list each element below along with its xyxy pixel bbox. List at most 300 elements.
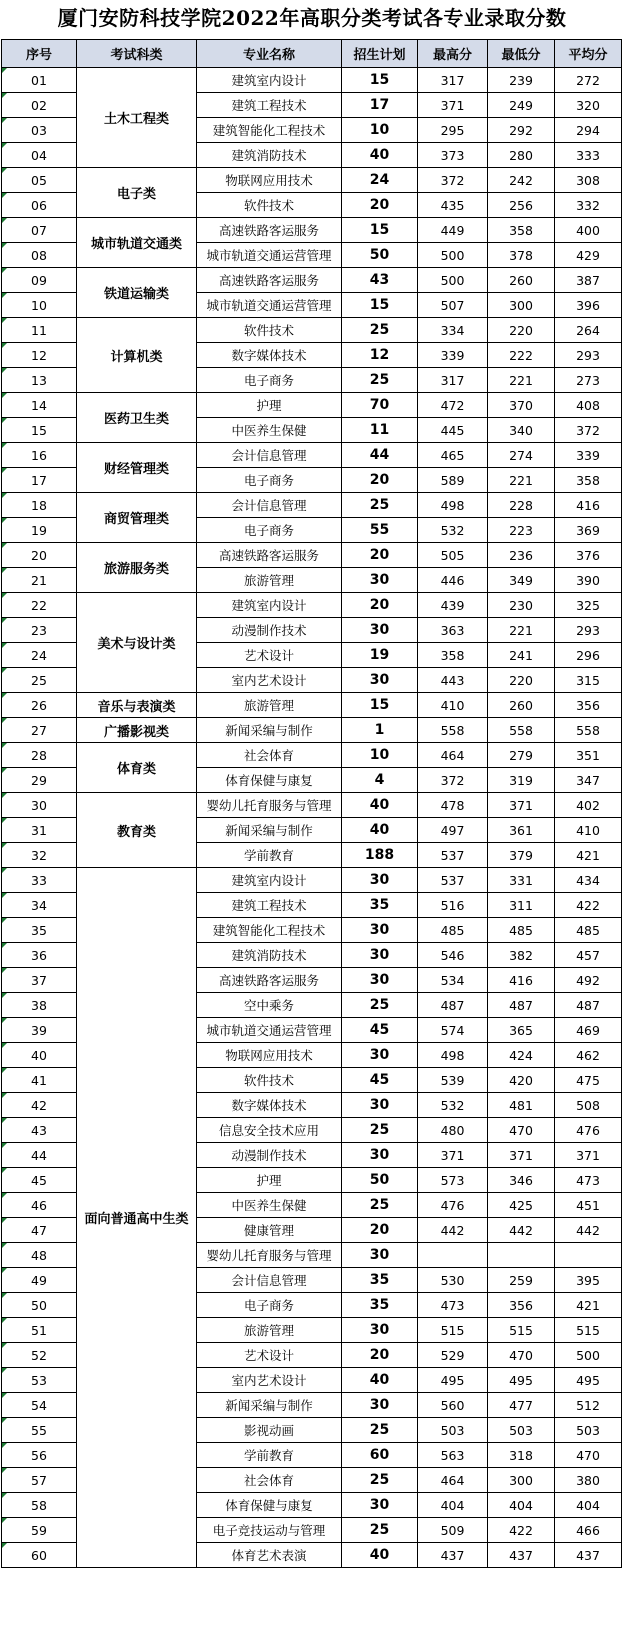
plan-cell: 50 (342, 1168, 418, 1193)
max-score-cell: 505 (418, 543, 488, 568)
max-score-cell: 449 (418, 218, 488, 243)
major-cell: 电子商务 (197, 1293, 342, 1318)
table-row (2, 68, 622, 93)
category-cell: 体育类 (77, 743, 197, 793)
category-cell: 财经管理类 (77, 443, 197, 493)
seq-cell: 01 (2, 68, 77, 93)
major-cell: 会计信息管理 (197, 1268, 342, 1293)
header-max-score: 最高分 (418, 40, 488, 68)
category-cell: 旅游服务类 (77, 543, 197, 593)
category-cell: 面向普通高中生类 (77, 868, 197, 1568)
avg-score-cell: 308 (555, 168, 622, 193)
major-cell: 护理 (197, 393, 342, 418)
max-score-cell: 446 (418, 568, 488, 593)
major-cell: 建筑消防技术 (197, 143, 342, 168)
major-cell: 体育艺术表演 (197, 1543, 342, 1568)
min-score-cell: 481 (488, 1093, 555, 1118)
seq-cell: 12 (2, 343, 77, 368)
max-score-cell: 503 (418, 1418, 488, 1443)
plan-cell: 60 (342, 1443, 418, 1468)
major-cell: 高速铁路客运服务 (197, 218, 342, 243)
min-score-cell: 230 (488, 593, 555, 618)
category-cell: 广播影视类 (77, 718, 197, 743)
plan-cell: 30 (342, 1493, 418, 1518)
min-score-cell: 228 (488, 493, 555, 518)
category-cell: 美术与设计类 (77, 593, 197, 693)
max-score-cell: 371 (418, 93, 488, 118)
min-score-cell: 260 (488, 268, 555, 293)
avg-score-cell: 404 (555, 1493, 622, 1518)
avg-score-cell: 492 (555, 968, 622, 993)
plan-cell: 43 (342, 268, 418, 293)
seq-cell: 28 (2, 743, 77, 768)
min-score-cell: 370 (488, 393, 555, 418)
table-row (2, 443, 622, 468)
table-row (2, 168, 622, 193)
min-score-cell: 221 (488, 618, 555, 643)
seq-cell: 52 (2, 1343, 77, 1368)
major-cell: 影视动画 (197, 1418, 342, 1443)
plan-cell: 25 (342, 1118, 418, 1143)
plan-cell: 30 (342, 1318, 418, 1343)
seq-cell: 20 (2, 543, 77, 568)
min-score-cell: 356 (488, 1293, 555, 1318)
seq-cell: 58 (2, 1493, 77, 1518)
plan-cell: 25 (342, 1193, 418, 1218)
seq-cell: 50 (2, 1293, 77, 1318)
avg-score-cell: 408 (555, 393, 622, 418)
category-cell: 电子类 (77, 168, 197, 218)
plan-cell: 25 (342, 1518, 418, 1543)
table-row (2, 393, 622, 418)
plan-cell: 25 (342, 368, 418, 393)
major-cell: 建筑消防技术 (197, 943, 342, 968)
major-cell: 中医养生保健 (197, 1193, 342, 1218)
major-cell: 数字媒体技术 (197, 1093, 342, 1118)
plan-cell: 15 (342, 693, 418, 718)
max-score-cell: 464 (418, 1468, 488, 1493)
plan-cell: 15 (342, 293, 418, 318)
major-cell: 护理 (197, 1168, 342, 1193)
major-cell: 建筑智能化工程技术 (197, 118, 342, 143)
min-score-cell: 416 (488, 968, 555, 993)
max-score-cell: 334 (418, 318, 488, 343)
max-score-cell: 537 (418, 843, 488, 868)
major-cell: 学前教育 (197, 843, 342, 868)
plan-cell: 25 (342, 1418, 418, 1443)
seq-cell: 59 (2, 1518, 77, 1543)
avg-score-cell: 320 (555, 93, 622, 118)
min-score-cell: 361 (488, 818, 555, 843)
major-cell: 动漫制作技术 (197, 618, 342, 643)
avg-score-cell: 371 (555, 1143, 622, 1168)
min-score-cell: 340 (488, 418, 555, 443)
min-score-cell: 558 (488, 718, 555, 743)
plan-cell: 20 (342, 1218, 418, 1243)
avg-score-cell: 515 (555, 1318, 622, 1343)
max-score-cell: 529 (418, 1343, 488, 1368)
seq-cell: 42 (2, 1093, 77, 1118)
table-row (2, 318, 622, 343)
avg-score-cell: 437 (555, 1543, 622, 1568)
plan-cell: 25 (342, 493, 418, 518)
seq-cell: 02 (2, 93, 77, 118)
seq-cell: 36 (2, 943, 77, 968)
max-score-cell: 497 (418, 818, 488, 843)
admission-score-table (1, 39, 622, 1568)
avg-score-cell: 487 (555, 993, 622, 1018)
avg-score-cell: 457 (555, 943, 622, 968)
max-score-cell: 478 (418, 793, 488, 818)
major-cell: 电子商务 (197, 518, 342, 543)
avg-score-cell: 470 (555, 1443, 622, 1468)
seq-cell: 39 (2, 1018, 77, 1043)
max-score-cell: 435 (418, 193, 488, 218)
major-cell: 建筑工程技术 (197, 93, 342, 118)
min-score-cell: 222 (488, 343, 555, 368)
max-score-cell: 472 (418, 393, 488, 418)
plan-cell: 55 (342, 518, 418, 543)
plan-cell: 40 (342, 143, 418, 168)
major-cell: 物联网应用技术 (197, 168, 342, 193)
major-cell: 数字媒体技术 (197, 343, 342, 368)
min-score-cell: 358 (488, 218, 555, 243)
max-score-cell: 363 (418, 618, 488, 643)
avg-score-cell: 402 (555, 793, 622, 818)
major-cell: 中医养生保健 (197, 418, 342, 443)
min-score-cell: 331 (488, 868, 555, 893)
major-cell: 婴幼儿托育服务与管理 (197, 793, 342, 818)
avg-score-cell: 421 (555, 1293, 622, 1318)
major-cell: 动漫制作技术 (197, 1143, 342, 1168)
seq-cell: 11 (2, 318, 77, 343)
avg-score-cell: 475 (555, 1068, 622, 1093)
plan-cell: 30 (342, 668, 418, 693)
max-score-cell: 473 (418, 1293, 488, 1318)
max-score-cell (418, 1243, 488, 1268)
seq-cell: 10 (2, 293, 77, 318)
seq-cell: 46 (2, 1193, 77, 1218)
seq-cell: 15 (2, 418, 77, 443)
header-row (2, 40, 622, 68)
seq-cell: 13 (2, 368, 77, 393)
min-score-cell: 365 (488, 1018, 555, 1043)
header-seq: 序号 (2, 40, 77, 68)
plan-cell: 40 (342, 1368, 418, 1393)
min-score-cell: 274 (488, 443, 555, 468)
min-score-cell: 371 (488, 793, 555, 818)
seq-cell: 23 (2, 618, 77, 643)
min-score-cell: 349 (488, 568, 555, 593)
avg-score-cell: 376 (555, 543, 622, 568)
max-score-cell: 515 (418, 1318, 488, 1343)
seq-cell: 09 (2, 268, 77, 293)
major-cell: 建筑室内设计 (197, 593, 342, 618)
min-score-cell: 422 (488, 1518, 555, 1543)
major-cell: 电子竞技运动与管理 (197, 1518, 342, 1543)
seq-cell: 57 (2, 1468, 77, 1493)
category-cell: 计算机类 (77, 318, 197, 393)
max-score-cell: 437 (418, 1543, 488, 1568)
max-score-cell: 372 (418, 168, 488, 193)
min-score-cell: 236 (488, 543, 555, 568)
min-score-cell: 425 (488, 1193, 555, 1218)
seq-cell: 55 (2, 1418, 77, 1443)
min-score-cell: 442 (488, 1218, 555, 1243)
avg-score-cell: 476 (555, 1118, 622, 1143)
min-score-cell: 292 (488, 118, 555, 143)
max-score-cell: 465 (418, 443, 488, 468)
max-score-cell: 534 (418, 968, 488, 993)
major-cell: 艺术设计 (197, 1343, 342, 1368)
seq-cell: 45 (2, 1168, 77, 1193)
header-min-score: 最低分 (488, 40, 555, 68)
avg-score-cell: 503 (555, 1418, 622, 1443)
avg-score-cell: 296 (555, 643, 622, 668)
min-score-cell: 300 (488, 1468, 555, 1493)
plan-cell: 15 (342, 68, 418, 93)
plan-cell: 20 (342, 593, 418, 618)
min-score-cell: 382 (488, 943, 555, 968)
max-score-cell: 589 (418, 468, 488, 493)
major-cell: 城市轨道交通运营管理 (197, 243, 342, 268)
major-cell: 会计信息管理 (197, 493, 342, 518)
min-score-cell: 260 (488, 693, 555, 718)
avg-score-cell: 558 (555, 718, 622, 743)
major-cell: 城市轨道交通运营管理 (197, 293, 342, 318)
max-score-cell: 507 (418, 293, 488, 318)
max-score-cell: 373 (418, 143, 488, 168)
avg-score-cell: 272 (555, 68, 622, 93)
seq-cell: 56 (2, 1443, 77, 1468)
min-score-cell: 280 (488, 143, 555, 168)
max-score-cell: 295 (418, 118, 488, 143)
page-title: 厦门安防科技学院2022年高职分类考试各专业录取分数 (57, 6, 567, 30)
seq-cell: 60 (2, 1543, 77, 1568)
plan-cell: 45 (342, 1068, 418, 1093)
avg-score-cell: 395 (555, 1268, 622, 1293)
major-cell: 社会体育 (197, 743, 342, 768)
max-score-cell: 563 (418, 1443, 488, 1468)
min-score-cell: 249 (488, 93, 555, 118)
table-row (2, 218, 622, 243)
max-score-cell: 532 (418, 518, 488, 543)
plan-cell: 40 (342, 1543, 418, 1568)
max-score-cell: 539 (418, 1068, 488, 1093)
major-cell: 旅游管理 (197, 693, 342, 718)
avg-score-cell: 293 (555, 343, 622, 368)
seq-cell: 40 (2, 1043, 77, 1068)
max-score-cell: 410 (418, 693, 488, 718)
avg-score-cell: 485 (555, 918, 622, 943)
seq-cell: 17 (2, 468, 77, 493)
plan-cell: 30 (342, 968, 418, 993)
max-score-cell: 371 (418, 1143, 488, 1168)
avg-score-cell: 495 (555, 1368, 622, 1393)
avg-score-cell: 410 (555, 818, 622, 843)
header-enrollment-plan: 招生计划 (342, 40, 418, 68)
seq-cell: 03 (2, 118, 77, 143)
seq-cell: 16 (2, 443, 77, 468)
major-cell: 体育保健与康复 (197, 1493, 342, 1518)
major-cell: 社会体育 (197, 1468, 342, 1493)
min-score-cell: 378 (488, 243, 555, 268)
seq-cell: 44 (2, 1143, 77, 1168)
seq-cell: 25 (2, 668, 77, 693)
seq-cell: 54 (2, 1393, 77, 1418)
seq-cell: 24 (2, 643, 77, 668)
major-cell: 软件技术 (197, 1068, 342, 1093)
max-score-cell: 485 (418, 918, 488, 943)
avg-score-cell: 351 (555, 743, 622, 768)
plan-cell: 188 (342, 843, 418, 868)
max-score-cell: 476 (418, 1193, 488, 1218)
max-score-cell: 372 (418, 768, 488, 793)
category-cell: 城市轨道交通类 (77, 218, 197, 268)
avg-score-cell: 315 (555, 668, 622, 693)
avg-score-cell: 325 (555, 593, 622, 618)
category-cell: 教育类 (77, 793, 197, 868)
min-score-cell: 379 (488, 843, 555, 868)
major-cell: 高速铁路客运服务 (197, 543, 342, 568)
seq-cell: 08 (2, 243, 77, 268)
avg-score-cell: 429 (555, 243, 622, 268)
plan-cell: 1 (342, 718, 418, 743)
major-cell: 健康管理 (197, 1218, 342, 1243)
max-score-cell: 464 (418, 743, 488, 768)
plan-cell: 4 (342, 768, 418, 793)
avg-score-cell: 416 (555, 493, 622, 518)
max-score-cell: 443 (418, 668, 488, 693)
seq-cell: 19 (2, 518, 77, 543)
max-score-cell: 530 (418, 1268, 488, 1293)
plan-cell: 17 (342, 93, 418, 118)
max-score-cell: 573 (418, 1168, 488, 1193)
min-score-cell: 437 (488, 1543, 555, 1568)
major-cell: 建筑智能化工程技术 (197, 918, 342, 943)
max-score-cell: 487 (418, 993, 488, 1018)
plan-cell: 30 (342, 1093, 418, 1118)
plan-cell: 20 (342, 193, 418, 218)
major-cell: 高速铁路客运服务 (197, 968, 342, 993)
min-score-cell: 503 (488, 1418, 555, 1443)
header-avg-score: 平均分 (555, 40, 622, 68)
avg-score-cell: 508 (555, 1093, 622, 1118)
avg-score-cell: 400 (555, 218, 622, 243)
seq-cell: 38 (2, 993, 77, 1018)
major-cell: 电子商务 (197, 468, 342, 493)
max-score-cell: 317 (418, 68, 488, 93)
table-row (2, 743, 622, 768)
min-score-cell: 470 (488, 1343, 555, 1368)
seq-cell: 34 (2, 893, 77, 918)
major-cell: 体育保健与康复 (197, 768, 342, 793)
table-row (2, 793, 622, 818)
major-cell: 高速铁路客运服务 (197, 268, 342, 293)
seq-cell: 21 (2, 568, 77, 593)
category-cell: 铁道运输类 (77, 268, 197, 318)
major-cell: 婴幼儿托育服务与管理 (197, 1243, 342, 1268)
max-score-cell: 339 (418, 343, 488, 368)
plan-cell: 30 (342, 868, 418, 893)
plan-cell: 35 (342, 1293, 418, 1318)
major-cell: 建筑室内设计 (197, 868, 342, 893)
min-score-cell: 242 (488, 168, 555, 193)
min-score-cell: 311 (488, 893, 555, 918)
min-score-cell: 487 (488, 993, 555, 1018)
plan-cell: 12 (342, 343, 418, 368)
min-score-cell: 371 (488, 1143, 555, 1168)
plan-cell: 30 (342, 1243, 418, 1268)
avg-score-cell: 356 (555, 693, 622, 718)
major-cell: 艺术设计 (197, 643, 342, 668)
table-header (2, 40, 622, 68)
table-row (2, 868, 622, 893)
plan-cell: 24 (342, 168, 418, 193)
seq-cell: 14 (2, 393, 77, 418)
max-score-cell: 516 (418, 893, 488, 918)
seq-cell: 41 (2, 1068, 77, 1093)
seq-cell: 30 (2, 793, 77, 818)
seq-cell: 27 (2, 718, 77, 743)
max-score-cell: 500 (418, 268, 488, 293)
min-score-cell: 404 (488, 1493, 555, 1518)
seq-cell: 06 (2, 193, 77, 218)
plan-cell: 10 (342, 118, 418, 143)
major-cell: 电子商务 (197, 368, 342, 393)
min-score-cell: 319 (488, 768, 555, 793)
plan-cell: 40 (342, 793, 418, 818)
min-score-cell: 259 (488, 1268, 555, 1293)
avg-score-cell: 390 (555, 568, 622, 593)
plan-cell: 30 (342, 1393, 418, 1418)
avg-score-cell: 294 (555, 118, 622, 143)
min-score-cell: 424 (488, 1043, 555, 1068)
plan-cell: 25 (342, 318, 418, 343)
max-score-cell: 498 (418, 1043, 488, 1068)
major-cell: 室内艺术设计 (197, 1368, 342, 1393)
max-score-cell: 574 (418, 1018, 488, 1043)
major-cell: 旅游管理 (197, 1318, 342, 1343)
min-score-cell: 256 (488, 193, 555, 218)
avg-score-cell: 462 (555, 1043, 622, 1068)
avg-score-cell: 512 (555, 1393, 622, 1418)
header-major-name: 专业名称 (197, 40, 342, 68)
seq-cell: 32 (2, 843, 77, 868)
plan-cell: 70 (342, 393, 418, 418)
major-cell: 会计信息管理 (197, 443, 342, 468)
plan-cell: 45 (342, 1018, 418, 1043)
min-score-cell: 477 (488, 1393, 555, 1418)
seq-cell: 04 (2, 143, 77, 168)
min-score-cell: 220 (488, 318, 555, 343)
seq-cell: 26 (2, 693, 77, 718)
avg-score-cell: 387 (555, 268, 622, 293)
max-score-cell: 317 (418, 368, 488, 393)
seq-cell: 49 (2, 1268, 77, 1293)
max-score-cell: 537 (418, 868, 488, 893)
avg-score-cell: 422 (555, 893, 622, 918)
min-score-cell (488, 1243, 555, 1268)
seq-cell: 48 (2, 1243, 77, 1268)
plan-cell: 11 (342, 418, 418, 443)
plan-cell: 10 (342, 743, 418, 768)
avg-score-cell: 396 (555, 293, 622, 318)
plan-cell: 50 (342, 243, 418, 268)
avg-score-cell: 469 (555, 1018, 622, 1043)
seq-cell: 07 (2, 218, 77, 243)
min-score-cell: 470 (488, 1118, 555, 1143)
